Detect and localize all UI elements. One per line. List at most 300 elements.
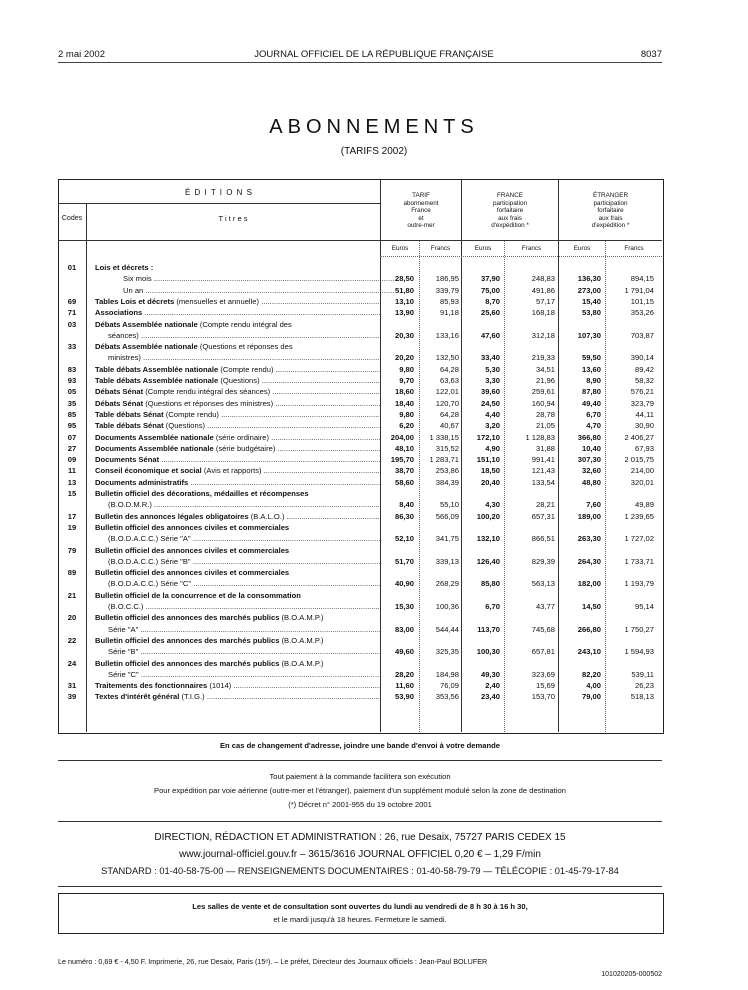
price-cell: 151,10 — [476, 455, 500, 465]
row-title-main: Débats Assemblée nationale — [95, 319, 198, 329]
editions-rule — [58, 203, 380, 204]
row-code: 05 — [67, 387, 77, 397]
price-cell: 40,90 — [394, 579, 414, 589]
price-cell: 132,10 — [476, 534, 500, 544]
table-row — [58, 579, 662, 590]
table-row — [58, 455, 662, 466]
price-cell: 20,40 — [480, 477, 500, 487]
price-cell: 101,15 — [630, 296, 654, 306]
price-cell: 182,00 — [577, 579, 601, 589]
table-row — [58, 410, 662, 421]
price-cell: 79,00 — [581, 692, 601, 702]
table-row — [58, 568, 662, 579]
row-title — [108, 500, 380, 509]
france-header: FRANCE participation forfaitaire aux frais d'expédition * — [491, 192, 529, 229]
row-code: 35 — [67, 398, 77, 408]
price-cell: 1 750,27 — [624, 624, 654, 634]
table-row — [58, 387, 662, 398]
row-title — [95, 681, 380, 690]
units-rule — [380, 256, 662, 257]
price-cell: 14,50 — [581, 602, 601, 611]
price-cell: 268,29 — [435, 579, 459, 589]
price-cell: 26,23 — [634, 681, 654, 691]
row-code: 31 — [67, 681, 77, 691]
price-cell: 51,70 — [394, 556, 414, 566]
price-cell: 566,09 — [435, 511, 459, 521]
price-cell: 5,30 — [485, 364, 500, 374]
row-title — [95, 342, 380, 351]
row-title-main: Documents administratifs — [95, 477, 189, 487]
row-title — [95, 613, 380, 622]
price-cell: 51,80 — [394, 285, 414, 295]
row-title — [108, 670, 380, 679]
price-cell: 9,80 — [399, 409, 414, 419]
row-code: 20 — [67, 613, 77, 623]
price-cell: 13,10 — [394, 296, 414, 306]
price-cell: 253,86 — [435, 466, 459, 476]
row-title-main: Bulletin officiel de la concurrence et de la consommation — [95, 590, 301, 600]
row-title-detail: (B.A.L.O.) — [248, 511, 285, 521]
row-title-detail: (série budgétaire) — [213, 443, 276, 453]
price-cell: 518,13 — [630, 692, 654, 702]
row-title-main: Série "C" — [108, 669, 139, 679]
row-title — [95, 478, 380, 487]
price-cell: 122,01 — [435, 387, 459, 397]
row-code: 19 — [67, 522, 77, 532]
price-cell: 31,88 — [535, 443, 555, 453]
price-cell: 563,13 — [531, 579, 555, 589]
price-cell: 1 283,71 — [429, 455, 459, 465]
row-title — [95, 636, 380, 645]
table-row — [58, 692, 662, 703]
price-cell: 33,40 — [480, 353, 500, 363]
row-code: 21 — [67, 590, 77, 600]
price-cell: 1 193,79 — [624, 579, 654, 589]
price-cell: 53,80 — [581, 308, 601, 318]
price-cell: 25,60 — [480, 308, 500, 318]
price-cell: 82,20 — [581, 669, 601, 679]
row-title — [95, 387, 380, 396]
row-title — [95, 466, 380, 475]
price-cell: 273,00 — [577, 285, 601, 295]
price-cell: 18,50 — [480, 466, 500, 476]
price-cell: 37,90 — [480, 274, 500, 284]
price-cell: 30,90 — [634, 421, 654, 431]
price-cell: 320,01 — [630, 477, 654, 487]
price-cell: 28,78 — [535, 409, 555, 419]
row-code: 13 — [67, 477, 77, 487]
table-row — [58, 659, 662, 670]
table-row — [58, 478, 662, 489]
price-cell: 1 791,04 — [624, 285, 654, 295]
price-cell: 263,30 — [577, 534, 601, 544]
row-title — [95, 376, 380, 385]
row-title-detail: (Avis et rapports) — [201, 466, 262, 476]
price-cell: 49,30 — [480, 669, 500, 679]
price-cell: 28,21 — [535, 500, 555, 510]
table-row — [58, 613, 662, 624]
row-title — [108, 647, 380, 656]
price-cell: 657,31 — [531, 511, 555, 521]
price-cell: 366,80 — [577, 432, 601, 442]
price-cell: 264,30 — [577, 556, 601, 566]
row-title — [95, 659, 380, 668]
row-title-detail: (B.O.A.M.P.) — [279, 613, 324, 623]
row-title — [95, 297, 380, 306]
price-cell: 1 594,93 — [624, 647, 654, 657]
header-date: 2 mai 2002 — [58, 49, 106, 60]
row-code: 79 — [67, 545, 77, 555]
table-row — [58, 297, 662, 308]
price-cell: 18,40 — [394, 398, 414, 408]
notice-rule — [58, 760, 662, 761]
price-cell: 172,10 — [476, 432, 500, 442]
table-row — [58, 625, 662, 636]
price-cell: 20,30 — [394, 330, 414, 340]
row-title-main: Série "A" — [108, 624, 139, 634]
price-cell: 384,39 — [435, 477, 459, 487]
table-row — [58, 602, 662, 613]
price-cell: 86,30 — [394, 511, 414, 521]
price-cell: 353,56 — [435, 692, 459, 702]
row-title — [95, 263, 380, 272]
price-cell: 47,60 — [480, 330, 500, 340]
table-row — [58, 670, 662, 681]
row-title — [108, 534, 380, 543]
row-title-detail: (B.O.A.M.P.) — [279, 635, 324, 645]
price-cell: 23,40 — [480, 692, 500, 702]
row-title-main: Documents Assemblée nationale — [95, 443, 214, 453]
unit-euros: Euros — [474, 245, 492, 252]
row-title — [95, 489, 380, 498]
unit-euros: Euros — [391, 245, 409, 252]
row-title-detail: (Questions et réponses des ministres) — [143, 398, 274, 408]
price-cell: 353,26 — [630, 308, 654, 318]
price-cell: 539,11 — [631, 669, 654, 679]
price-cell: 2 015,75 — [624, 455, 654, 465]
row-title-detail: (mensuelles et annuelle) — [174, 296, 260, 306]
table-row — [58, 308, 662, 319]
row-title — [95, 455, 380, 464]
price-cell: 100,36 — [435, 602, 459, 611]
price-cell: 75,00 — [480, 285, 500, 295]
price-cell: 48,10 — [394, 443, 414, 453]
row-title-main: Débats Sénat — [95, 398, 144, 408]
contact-line: STANDARD : 01-40-58-75-00 — RENSEIGNEMENTS DOCUMENTAIRES : 01-40-58-79-79 — TÉLÉCOPIE : 01-45-79-17-84 — [101, 866, 619, 876]
row-title — [95, 546, 380, 555]
table-row — [58, 512, 662, 523]
opening-hours-box — [58, 893, 664, 934]
row-title-main: séances) — [108, 330, 139, 340]
price-cell: 390,14 — [630, 353, 654, 363]
row-title-main: (B.O.D.A.C.C.) Série "A" — [108, 534, 191, 544]
row-title-main: Documents Assemblée nationale — [95, 432, 214, 442]
row-code: 93 — [67, 376, 77, 385]
price-cell: 991,41 — [531, 455, 555, 465]
price-cell: 184,98 — [435, 669, 459, 679]
row-title-main: ministres) — [108, 353, 141, 363]
row-title-detail: (Compte rendu) — [218, 364, 274, 374]
table-row — [58, 399, 662, 410]
price-cell: 266,80 — [577, 624, 601, 634]
price-cell: 2,40 — [485, 681, 500, 691]
price-cell: 325,35 — [435, 647, 459, 657]
row-title — [95, 523, 380, 532]
table-row — [58, 331, 662, 342]
price-cell: 13,90 — [394, 308, 414, 318]
price-cell: 745,68 — [531, 624, 555, 634]
price-cell: 64,28 — [439, 364, 459, 374]
price-cell: 1 239,65 — [624, 511, 654, 521]
table-row — [58, 557, 662, 568]
row-title — [108, 625, 380, 634]
price-cell: 1 128,83 — [525, 432, 555, 442]
price-cell: 107,30 — [577, 330, 601, 340]
price-cell: 67,93 — [634, 443, 654, 453]
price-cell: 32,60 — [581, 466, 601, 476]
price-cell: 113,70 — [477, 624, 500, 634]
row-title-main: Bulletin officiel des annonces civiles et commerciales — [95, 568, 290, 578]
row-title — [95, 444, 380, 453]
row-code: 85 — [67, 409, 77, 419]
row-code: 09 — [67, 455, 77, 465]
row-code: 07 — [67, 432, 77, 442]
price-cell: 15,40 — [581, 296, 601, 306]
price-cell: 829,39 — [531, 556, 555, 566]
row-title — [95, 421, 380, 430]
price-cell: 259,61 — [531, 387, 555, 397]
price-cell: 1 338,15 — [429, 432, 459, 442]
row-title-main: Un an — [123, 285, 144, 295]
row-title-main: Traitements des fonctionnaires — [95, 681, 208, 691]
price-cell: 13,60 — [581, 364, 601, 374]
price-cell: 312,18 — [531, 330, 555, 340]
table-row — [58, 444, 662, 455]
price-cell: 307,30 — [577, 455, 601, 465]
table-row — [58, 489, 662, 500]
row-title — [108, 353, 380, 362]
price-cell: 132,50 — [435, 353, 459, 363]
table-row — [58, 681, 662, 692]
price-cell: 64,28 — [439, 409, 459, 419]
price-cell: 323,79 — [630, 398, 654, 408]
table-row — [58, 534, 662, 545]
row-title-detail: (B.O.A.M.P.) — [279, 658, 324, 668]
price-cell: 52,10 — [394, 534, 414, 544]
price-cell: 49,40 — [581, 398, 601, 408]
payment-rule — [58, 821, 662, 822]
price-cell: 4,00 — [586, 681, 601, 691]
website-line: www.journal-officiel.gouv.fr – 3615/3616 JOURNAL OFFICIEL 0,20 € – 1,29 F/min — [179, 849, 541, 860]
table-row — [58, 286, 662, 297]
row-title-main: Bulletin officiel des annonces des marchés publics — [95, 635, 280, 645]
price-cell: 6,70 — [586, 409, 601, 419]
row-title — [95, 512, 380, 521]
row-code: 89 — [67, 568, 77, 578]
header-rule — [58, 62, 662, 63]
price-cell: 243,10 — [577, 647, 601, 657]
price-cell: 8,90 — [586, 376, 601, 385]
row-title — [108, 602, 380, 611]
row-title — [108, 557, 380, 566]
price-cell: 219,33 — [531, 353, 555, 363]
table-row — [58, 263, 662, 274]
price-cell: 48,80 — [581, 477, 601, 487]
row-title-detail: (Compte rendu intégral des séances) — [143, 387, 271, 397]
price-cell: 57,17 — [535, 296, 555, 306]
row-title — [95, 365, 380, 374]
row-title-main: Lois et décrets : — [95, 263, 154, 272]
row-title-detail: (série ordinaire) — [213, 432, 270, 442]
row-title-detail: (Questions et réponses des — [197, 342, 293, 352]
direction-address: DIRECTION, RÉDACTION ET ADMINISTRATION : 26, rue Desaix, 75727 PARIS CEDEX 15 — [154, 832, 566, 843]
row-title-detail: (Compte rendu) — [163, 409, 219, 419]
table-row — [58, 523, 662, 534]
price-cell: 85,93 — [439, 296, 459, 306]
row-title — [95, 433, 380, 442]
price-cell: 4,30 — [485, 500, 500, 510]
price-cell: 4,40 — [485, 409, 500, 419]
price-cell: 40,67 — [439, 421, 459, 431]
unit-francs: Francs — [430, 245, 451, 252]
price-cell: 53,90 — [394, 692, 414, 702]
row-title-main: Série "B" — [108, 647, 139, 657]
row-title — [108, 579, 380, 588]
price-cell: 323,69 — [531, 669, 555, 679]
price-cell: 11,60 — [395, 681, 414, 691]
row-title-main: Tables Lois et décrets — [95, 296, 175, 306]
row-code: 27 — [67, 443, 77, 453]
price-cell: 576,21 — [630, 387, 654, 397]
header-journal: JOURNAL OFFICIEL DE LA RÉPUBLIQUE FRANÇAISE — [254, 49, 494, 60]
row-code: 83 — [67, 364, 77, 374]
price-cell: 136,30 — [577, 274, 601, 284]
row-title-main: (B.O.C.C.) — [108, 602, 144, 611]
row-title-main: (B.O.D.M.R.) — [108, 500, 152, 510]
price-cell: 89,42 — [634, 364, 654, 374]
price-cell: 95,14 — [634, 602, 654, 611]
price-cell: 153,70 — [531, 692, 555, 702]
row-title-detail: (T.I.G.) — [179, 692, 205, 702]
price-cell: 55,10 — [439, 500, 459, 510]
price-cell: 49,60 — [394, 647, 414, 657]
price-cell: 186,95 — [435, 274, 459, 284]
row-title-main: Bulletin officiel des annonces civiles et commerciales — [95, 545, 290, 555]
price-cell: 1 733,71 — [624, 556, 654, 566]
row-title-main: Textes d'intérêt général — [95, 692, 180, 702]
row-title-main: Bulletin officiel des annonces des marchés publics — [95, 658, 280, 668]
table-row — [58, 647, 662, 658]
row-title — [95, 568, 380, 577]
tarif-header: TARIF abonnement France et outre-mer — [403, 192, 439, 229]
row-title-main: Bulletin officiel des décorations, médailles et récompenses — [95, 489, 309, 498]
row-title-main: Table débats Sénat — [95, 421, 164, 431]
price-cell: 339,79 — [435, 285, 459, 295]
footer-imprint: Le numéro : 0,69 € - 4,50 F. Imprimerie, 26, rue Desaix, Paris (15ᵉ). – Le préfet, Directeur des Journaux officiels : Jean-Paul BOLUFER — [58, 957, 488, 966]
price-cell: 214,00 — [630, 466, 654, 476]
unit-francs: Francs — [624, 245, 644, 252]
page-subtitle: (TARIFS 2002) — [340, 146, 408, 157]
price-cell: 657,81 — [531, 647, 555, 657]
price-cell: 85,80 — [480, 579, 500, 589]
price-cell: 91,18 — [439, 308, 459, 318]
price-cell: 189,00 — [577, 511, 601, 521]
price-cell: 491,86 — [531, 285, 555, 295]
table-row — [58, 433, 662, 444]
price-cell: 160,94 — [531, 398, 555, 408]
row-title — [95, 320, 380, 329]
editions-header: É D I T I O N S — [184, 188, 254, 197]
price-cell: 168,18 — [531, 308, 555, 318]
row-title-main: Bulletin officiel des annonces des marchés publics — [95, 613, 280, 623]
price-cell: 20,20 — [394, 353, 414, 363]
price-cell: 76,09 — [439, 681, 459, 691]
price-cell: 4,90 — [485, 443, 500, 453]
row-title-main: (B.O.D.A.C.C.) Série "C" — [108, 579, 192, 589]
price-cell: 544,44 — [435, 624, 459, 634]
row-code: 39 — [67, 692, 77, 702]
price-cell: 83,00 — [394, 624, 414, 634]
price-cell: 15,30 — [394, 602, 414, 611]
unit-francs: Francs — [521, 245, 542, 252]
price-cell: 6,20 — [399, 421, 414, 431]
row-title — [95, 410, 380, 419]
row-title-main: Table débats Sénat — [95, 409, 164, 419]
table-row — [58, 342, 662, 353]
price-cell: 39,60 — [480, 387, 500, 397]
price-cell: 10,40 — [581, 443, 601, 453]
row-title-main: Débats Assemblée nationale — [95, 342, 198, 352]
payment-note: Tout paiement à la commande facilitera son exécution — [269, 772, 451, 781]
price-cell: 8,70 — [485, 296, 500, 306]
price-cell: 248,83 — [531, 274, 555, 284]
head-rule — [58, 240, 662, 241]
row-code: 17 — [67, 511, 77, 521]
table-row — [58, 353, 662, 364]
row-title — [95, 692, 380, 701]
price-cell: 7,60 — [586, 500, 601, 510]
price-cell: 100,20 — [476, 511, 500, 521]
price-cell: 339,13 — [435, 556, 459, 566]
etranger-header: ÉTRANGER participation forfaitaire aux frais d'expédition * — [591, 192, 630, 229]
price-cell: 18,60 — [394, 387, 414, 397]
price-cell: 38,70 — [394, 466, 414, 476]
price-cell: 121,43 — [531, 466, 555, 476]
price-cell: 28,50 — [394, 274, 414, 284]
row-title-main: Table débats Assemblée nationale — [95, 376, 219, 385]
price-cell: 315,52 — [435, 443, 459, 453]
price-cell: 44,11 — [635, 409, 654, 419]
price-cell: 2 406,27 — [624, 432, 654, 442]
price-cell: 204,00 — [390, 432, 414, 442]
decree-note: (*) Décret n° 2001-955 du 19 octobre 2001 — [288, 800, 432, 809]
row-code: 33 — [67, 342, 77, 352]
price-cell: 49,89 — [634, 500, 654, 510]
page-title: ABONNEMENTS — [269, 116, 479, 138]
price-cell: 58,32 — [634, 376, 654, 385]
price-cell: 133,16 — [435, 330, 459, 340]
row-code: 71 — [67, 308, 77, 318]
table-row — [58, 466, 662, 477]
row-title-main: (B.O.D.A.C.C.) Série "B" — [108, 556, 191, 566]
price-cell: 120,70 — [435, 398, 459, 408]
table-row — [58, 376, 662, 387]
price-cell: 21,05 — [535, 421, 555, 431]
price-cell: 894,15 — [630, 274, 654, 284]
table-row — [58, 365, 662, 376]
opening-hours-line: Les salles de vente et de consultation sont ouvertes du lundi au vendredi de 8 h 30 à 16 h 30, — [192, 902, 528, 911]
price-cell: 133,54 — [531, 477, 555, 487]
